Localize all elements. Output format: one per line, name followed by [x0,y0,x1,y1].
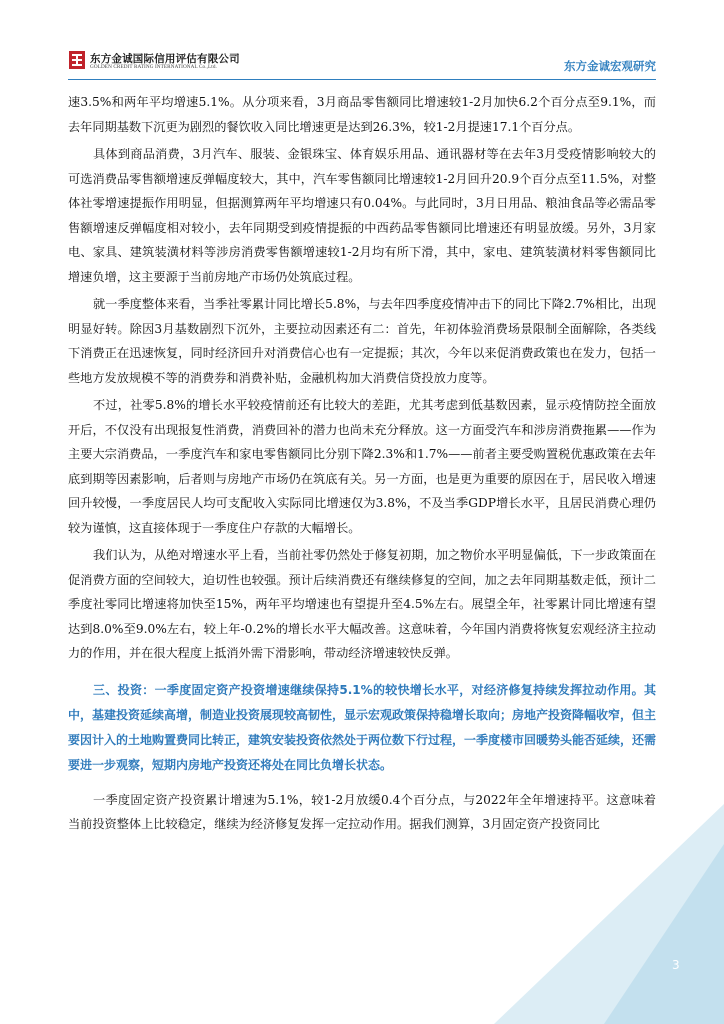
company-logo-icon [68,50,86,70]
paragraph-gap-analysis: 不过，社零5.8%的增长水平较疫情前还有比较大的差距，尤其考虑到低基数因素，显示疫情防控全面放开后，不仅没有出现报复性消费，消费回补的潜力也尚未充分释放。这一方面受汽车和涉房消费拖累——作为主要大宗消费品，一季度汽车和家电零售额同比分别下降2.3%和1.7%——前者主要受购置税优惠政策在去年底到期等因素影响，后者则与房地产市场仍在筑底有关。另一方面，也是更为重要的原因在于，居民收入增速回升较慢，一季度居民人均可支配收入实际同比增速仅为3.8%，不及当季GDP增长水平，且居民消费心理仍较为谨慎，这直接体现于一季度住户存款的大幅增长。 [68,398,656,535]
header-divider [68,79,656,80]
company-name-cn: 东方金诚国际信用评估有限公司 [90,53,240,65]
page-header [68,50,656,78]
paragraph-investment: 一季度固定资产投资累计增速为5.1%，较1-2月放缓0.4个百分点，与2022年全年增速持平。这意味着当前投资整体上比较稳定，继续为经济修复发挥一定拉动作用。据我们测算，3月固定资产投资同比 [68,792,656,831]
document-body [68,90,656,837]
paragraph-goods-consumption: 具体到商品消费，3月汽车、服装、金银珠宝、体育娱乐用品、通讯器材等在去年3月受疫情影响较大的可选消费品零售额增速反弹幅度较大，其中，汽车零售额同比增速较1-2月回升20.9个百分点至11.5%，对整体社零增速提振作用明显，但据测算两年平均增速只有0.04%。与此同时，3月日用品、粮油食品等必需品零售额增速反弹幅度相对较小，去年同期受到疫情提振的中西药品零售额同比增速还有明显放缓。另外，3月家电、家具、建筑装潢材料等涉房消费零售额增速较1-2月均有所下滑，其中，家电、建筑装潢材料零售额同比增速负增，这主要源于当前房地产市场仍处筑底过程。 [68,147,656,284]
section-heading-investment: 三、投资：一季度固定资产投资增速继续保持5.1%的较快增长水平，对经济修复持续发挥拉动作用。其中，基建投资延续高增，制造业投资展现较高韧性，显示宏观政策保持稳增长取向；房地产投资降幅收窄，但主要因计入的土地购置费同比转正，建筑安装投资依然处于两位数下行过程，一季度楼市回暖势头能否延续，还需要进一步观察，短期内房地产投资还将处在同比负增长状态。 [68,682,657,772]
section-title: 东方金诚宏观研究 [564,59,656,73]
paragraph-continuation: 速3.5%和两年平均增速5.1%。从分项来看，3月商品零售额同比增速较1-2月加快6.2个百分点至9.1%，而去年同期基数下沉更为剧烈的餐饮收入同比增速更是达到26.3%，较1-2月提速17.1个百分点。 [68,95,656,134]
company-name-en: GOLDEN CREDIT RATING INTERNATIONAL Co.,Ltd. [90,64,217,70]
paragraph-q1-overview: 就一季度整体来看，当季社零累计同比增长5.8%，与去年四季度疫情冲击下的同比下降2.7%相比，出现明显好转。除因3月基数剧烈下沉外，主要拉动因素还有二：首先，年初体验消费场景限制全面解除，各类线下消费正在迅速恢复，同时经济回升对消费信心也有一定提振；其次，今年以来促消费政策也在发力，包括一些地方发放规模不等的消费券和消费补贴，金融机构加大消费信贷投放力度等。 [68,297,656,385]
corner-decoration [454,784,724,1024]
paragraph-outlook: 我们认为，从绝对增速水平上看，当前社零仍然处于修复初期，加之物价水平明显偏低，下一步政策面在促消费方面的空间较大，迫切性也较强。预计后续消费还有继续修复的空间，加之去年同期基数走低，预计二季度社零同比增速将加快至15%，两年平均增速也有望提升至4.5%左右。展望全年，社零累计同比增速有望达到8.0%至9.0%左右，较上年-0.2%的增长水平大幅改善。这意味着，今年国内消费将恢复宏观经济主拉动力的作用，并在很大程度上抵消外需下滑影响，带动经济增速较快反弹。 [68,548,656,660]
page-number: 3 [672,958,680,972]
